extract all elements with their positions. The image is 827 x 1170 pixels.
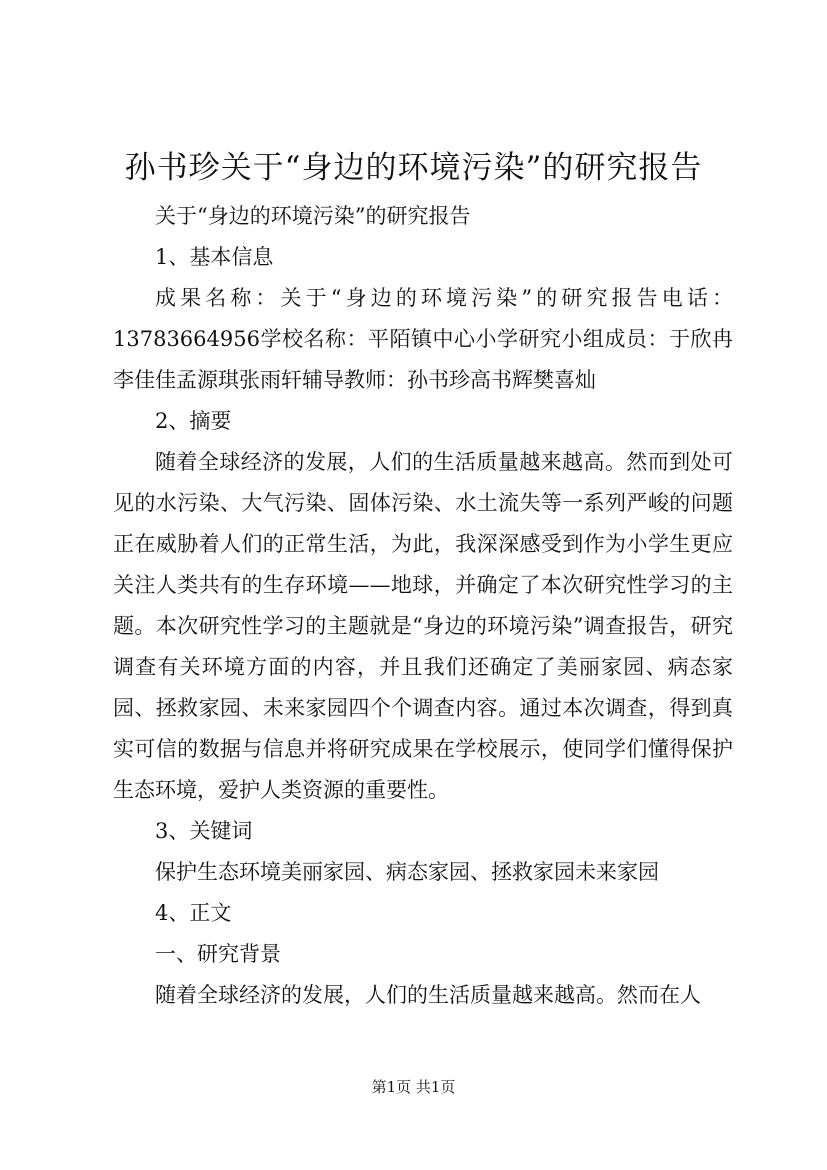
- page-number-footer: 第1页 共1页: [371, 1078, 456, 1096]
- subheading-research-background: 一、研究背景: [155, 942, 281, 966]
- section-heading-main-text: 4、正文: [155, 901, 232, 925]
- section-heading-keywords: 3、关键词: [155, 819, 253, 843]
- section-heading-basic-info: 1、基本信息: [155, 245, 274, 269]
- report-subtitle: 关于“身边的环境污染”的研究报告: [155, 204, 471, 228]
- basic-info-paragraph: 成果名称：关于“身边的环境污染”的研究报告电话：13783664956学校名称：平陌镇中心小学研究小组成员：于欣冉李佳佳孟源琪张雨轩辅导教师：孙书珍高书辉樊喜灿: [113, 286, 733, 392]
- research-background-paragraph: 随着全球经济的发展，人们的生活质量越来越高。然而在人: [155, 983, 701, 1007]
- keywords-paragraph: 保护生态环境美丽家园、病态家园、拯救家园未来家园: [155, 860, 659, 884]
- document-title: 孙书珍关于“身边的环境污染”的研究报告: [124, 150, 703, 186]
- section-heading-abstract: 2、摘要: [155, 409, 232, 433]
- abstract-paragraph: 随着全球经济的发展，人们的生活质量越来越高。然而到处可见的水污染、大气污染、固体污染、水土流失等一系列严峻的问题正在威胁着人们的正常生活，为此，我深深感受到作为小学生更应关注人类共有的生存环境——地球，并确定了本次研究性学习的主题。本次研究性学习的主题就是“身边的环境污染”调查报告，研究调查有关环境方面的内容，并且我们还确定了美丽家园、病态家园、拯救家园、未来家园四个个调查内容。通过本次调查，得到真实可信的数据与信息并将研究成果在学校展示，使同学们懂得保护生态环境，爱护人类资源的重要性。: [113, 450, 733, 802]
- document-body: [113, 196, 733, 1016]
